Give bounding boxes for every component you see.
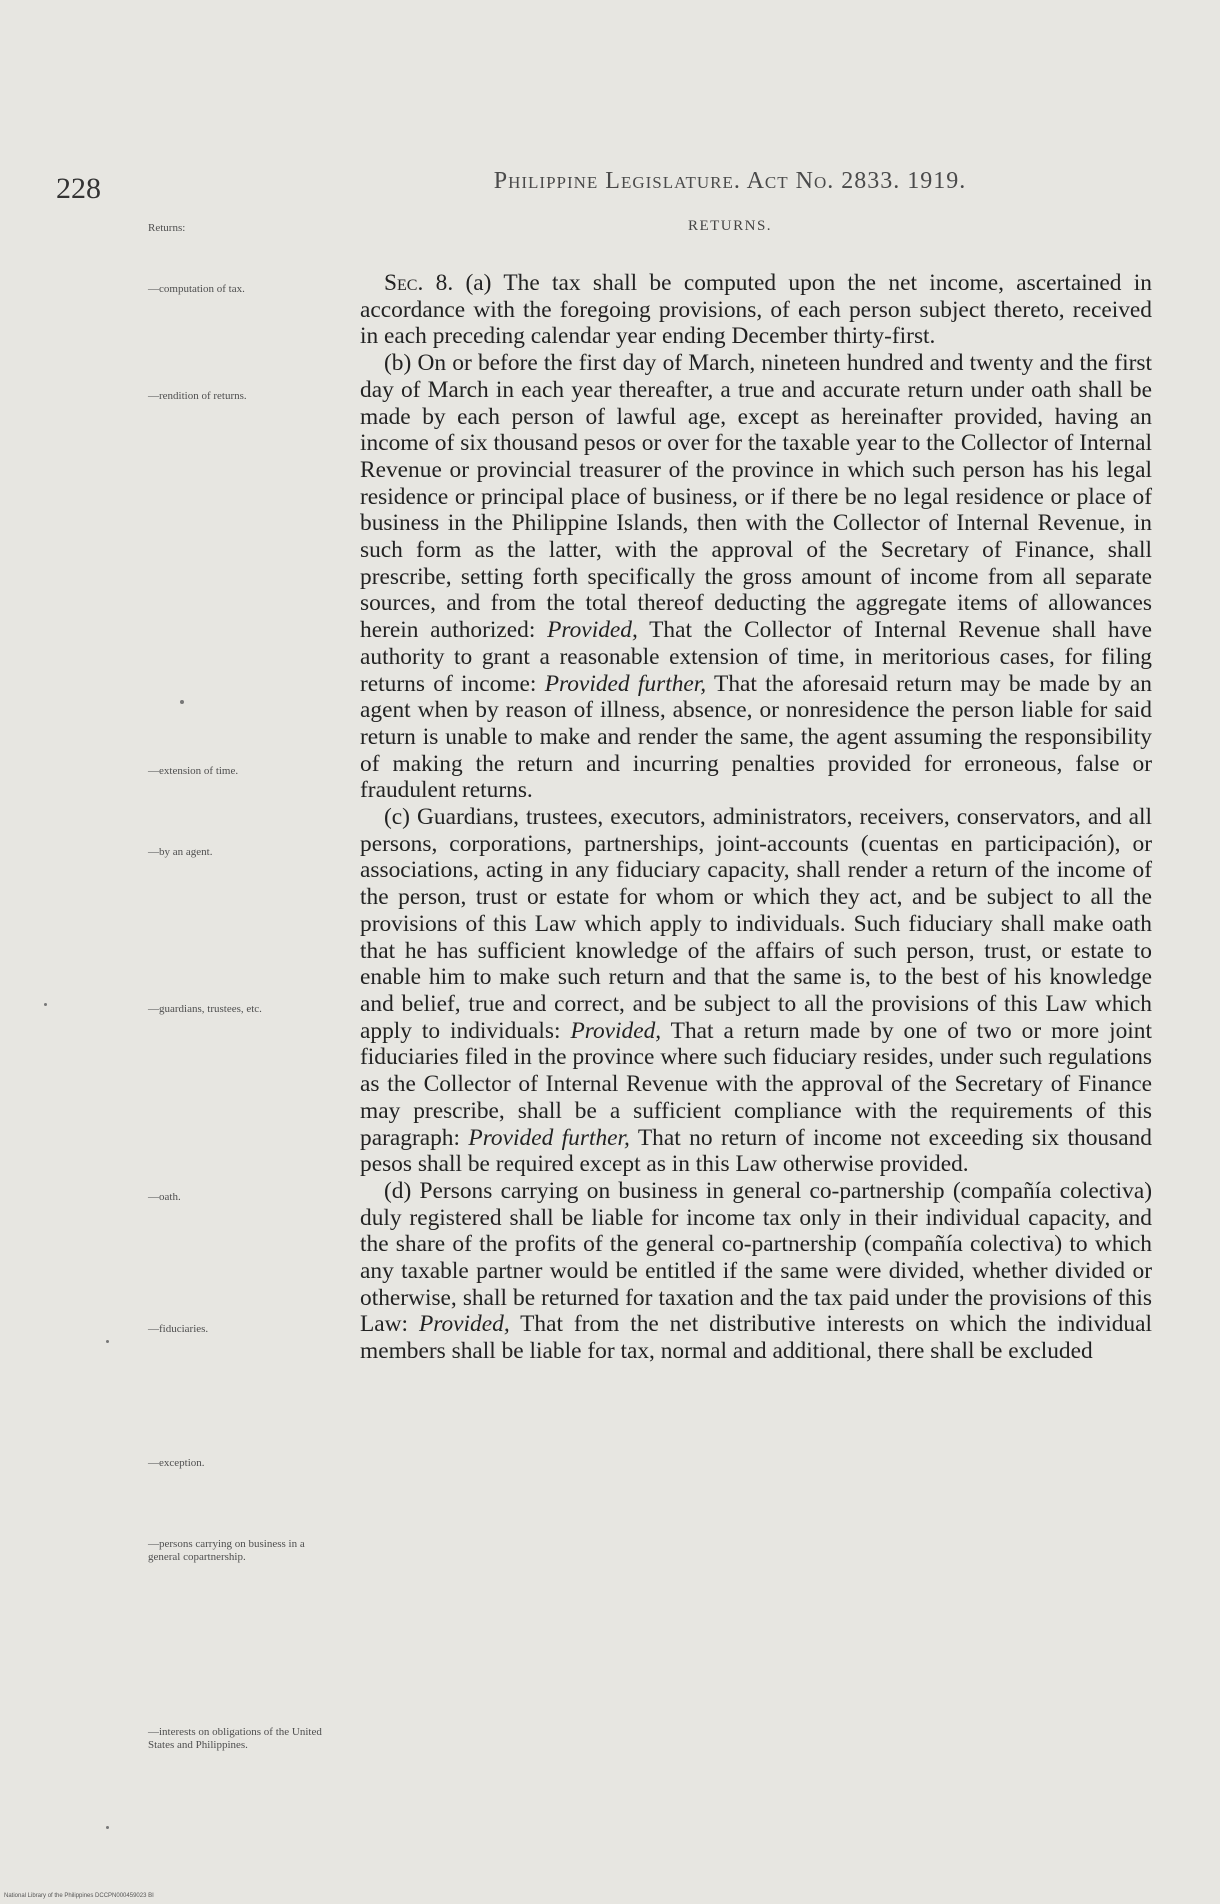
margin-note-exception: —exception. [148, 1457, 205, 1469]
paragraph-c-text-3: That no return of income not exceeding six thousand pesos shall be required except as in this Law otherwise provided. [360, 1124, 1152, 1178]
page-number: 228 [56, 172, 101, 205]
margin-note-fiduciaries: —fiduciaries. [148, 1323, 209, 1335]
paragraph-d-text-2: That from the net distributive interests on which the individual members shall be liable for tax, normal and additional, there shall be excluded [360, 1311, 1152, 1365]
paragraph-c-text-1: (c) Guardians, trustees, executors, administrators, receivers, conservators, and all persons, corporations, partnerships, joint-accounts (cuentas en participación), or associations, acting in any fiduciary capacity, shall render a return of the income of the person, trust or estate for whom or which they act, and be subject to all the provisions of this Law which apply to individuals. Such fiduciary shall make oath that he has sufficient knowledge of the affairs of such person, trust, or estate to enable him to make such return and that the same is, to the best of his knowledge and belief, true and correct, and be subject to all the provisions of this Law which apply to individuals: [360, 804, 1152, 1044]
paragraph-a [360, 270, 1152, 350]
margin-note-oath: —oath. [148, 1191, 181, 1203]
margin-note-returns: Returns: [148, 222, 186, 234]
paragraph-b-text-3: That the aforesaid return may be made by an agent when by reason of illness, absence, or nonresidence the person liable for said return is unable to make and render the same, the agent assuming the responsibility of making the return and incurring penalties provided for erroneous, false or fraudulent returns. [360, 670, 1152, 804]
paragraph-b [360, 350, 1152, 804]
margin-note-extension: —extension of time. [148, 765, 239, 777]
proviso: Provided, [547, 617, 638, 644]
scan-speck [106, 1826, 109, 1829]
margin-note-rendition: —rendition of returns. [148, 390, 247, 402]
footer-credit: National Library of the Philippines DCCPN000459023 BI [4, 1893, 154, 1899]
proviso: Provided, [570, 1017, 662, 1044]
margin-note-agent: —by an agent. [148, 846, 213, 858]
paragraph-d [360, 1178, 1152, 1365]
paragraph-d-text-1: (d) Persons carrying on business in general co-partnership (compañía colectiva) duly registered shall be liable for income tax only in their individual capacity, and the share of the profits of the general co-partnership (compañía colectiva) to which any taxable partner would be entitled if the same were divided, whether divided or otherwise, shall be returned for taxation and the tax paid under the provisions of this Law: [360, 1177, 1152, 1338]
paragraph-b-text-1: (b) On or before the first day of March, nineteen hundred and twenty and the first day of March in each year thereafter, a true and accurate return under oath shall be made by each person of lawful age, except as hereinafter provided, having an income of six thousand pesos or over for the taxable year to the Collector of Internal Revenue or provincial treasurer of the province in which such person has his legal residence or principal place of business, or if there be no legal residence or place of business in the Philippine Islands, then with the Collector of Internal Revenue, in such form as the latter, with the approval of the Secretary of Finance, shall prescribe, setting forth specifically the gross amount of income from all separate sources, and from the total thereof deducting the aggregate items of allowances herein authorized: [360, 350, 1152, 644]
margin-note-computation: —computation of tax. [148, 283, 245, 295]
running-head: Philippine Legislature. Act No. 2833. 1919. [493, 168, 967, 194]
body-text [360, 270, 1152, 1365]
paragraph-c [360, 804, 1152, 1178]
scan-speck [180, 700, 184, 704]
section-number: Sec. 8. [384, 270, 454, 296]
proviso-further: Provided further, [468, 1124, 630, 1151]
margin-note-guardians: —guardians, trustees, etc. [148, 1003, 262, 1015]
scan-speck [106, 1340, 109, 1343]
scan-speck [44, 1003, 47, 1006]
margin-note-persons: —persons carrying on business in a general copartnership. [148, 1538, 305, 1563]
paragraph-c-text-2: That a return made by one of two or more joint fiduciaries filed in the province where such fiduciary resides, under such regulations as the Collector of Internal Revenue with the approval of the Secretary of Finance may prescribe, shall be a sufficient compliance with the requirements of this paragraph: [360, 1017, 1152, 1151]
margin-note-interests: —interests on obligations of the United States and Philippines. [148, 1726, 322, 1751]
paragraph-a-text: (a) The tax shall be computed upon the net income, ascertained in accordance with the foregoing provisions, of each person subject thereto, received in each preceding calendar year ending December thirty-first. [360, 270, 1152, 350]
proviso-further: Provided further, [544, 670, 707, 697]
proviso: Provided, [418, 1311, 510, 1338]
paragraph-b-text-2: That the Collector of Internal Revenue shall have authority to grant a reasonable extension of time, in meritorious cases, for filing returns of income: [360, 617, 1152, 697]
section-heading: RETURNS. [687, 218, 773, 234]
